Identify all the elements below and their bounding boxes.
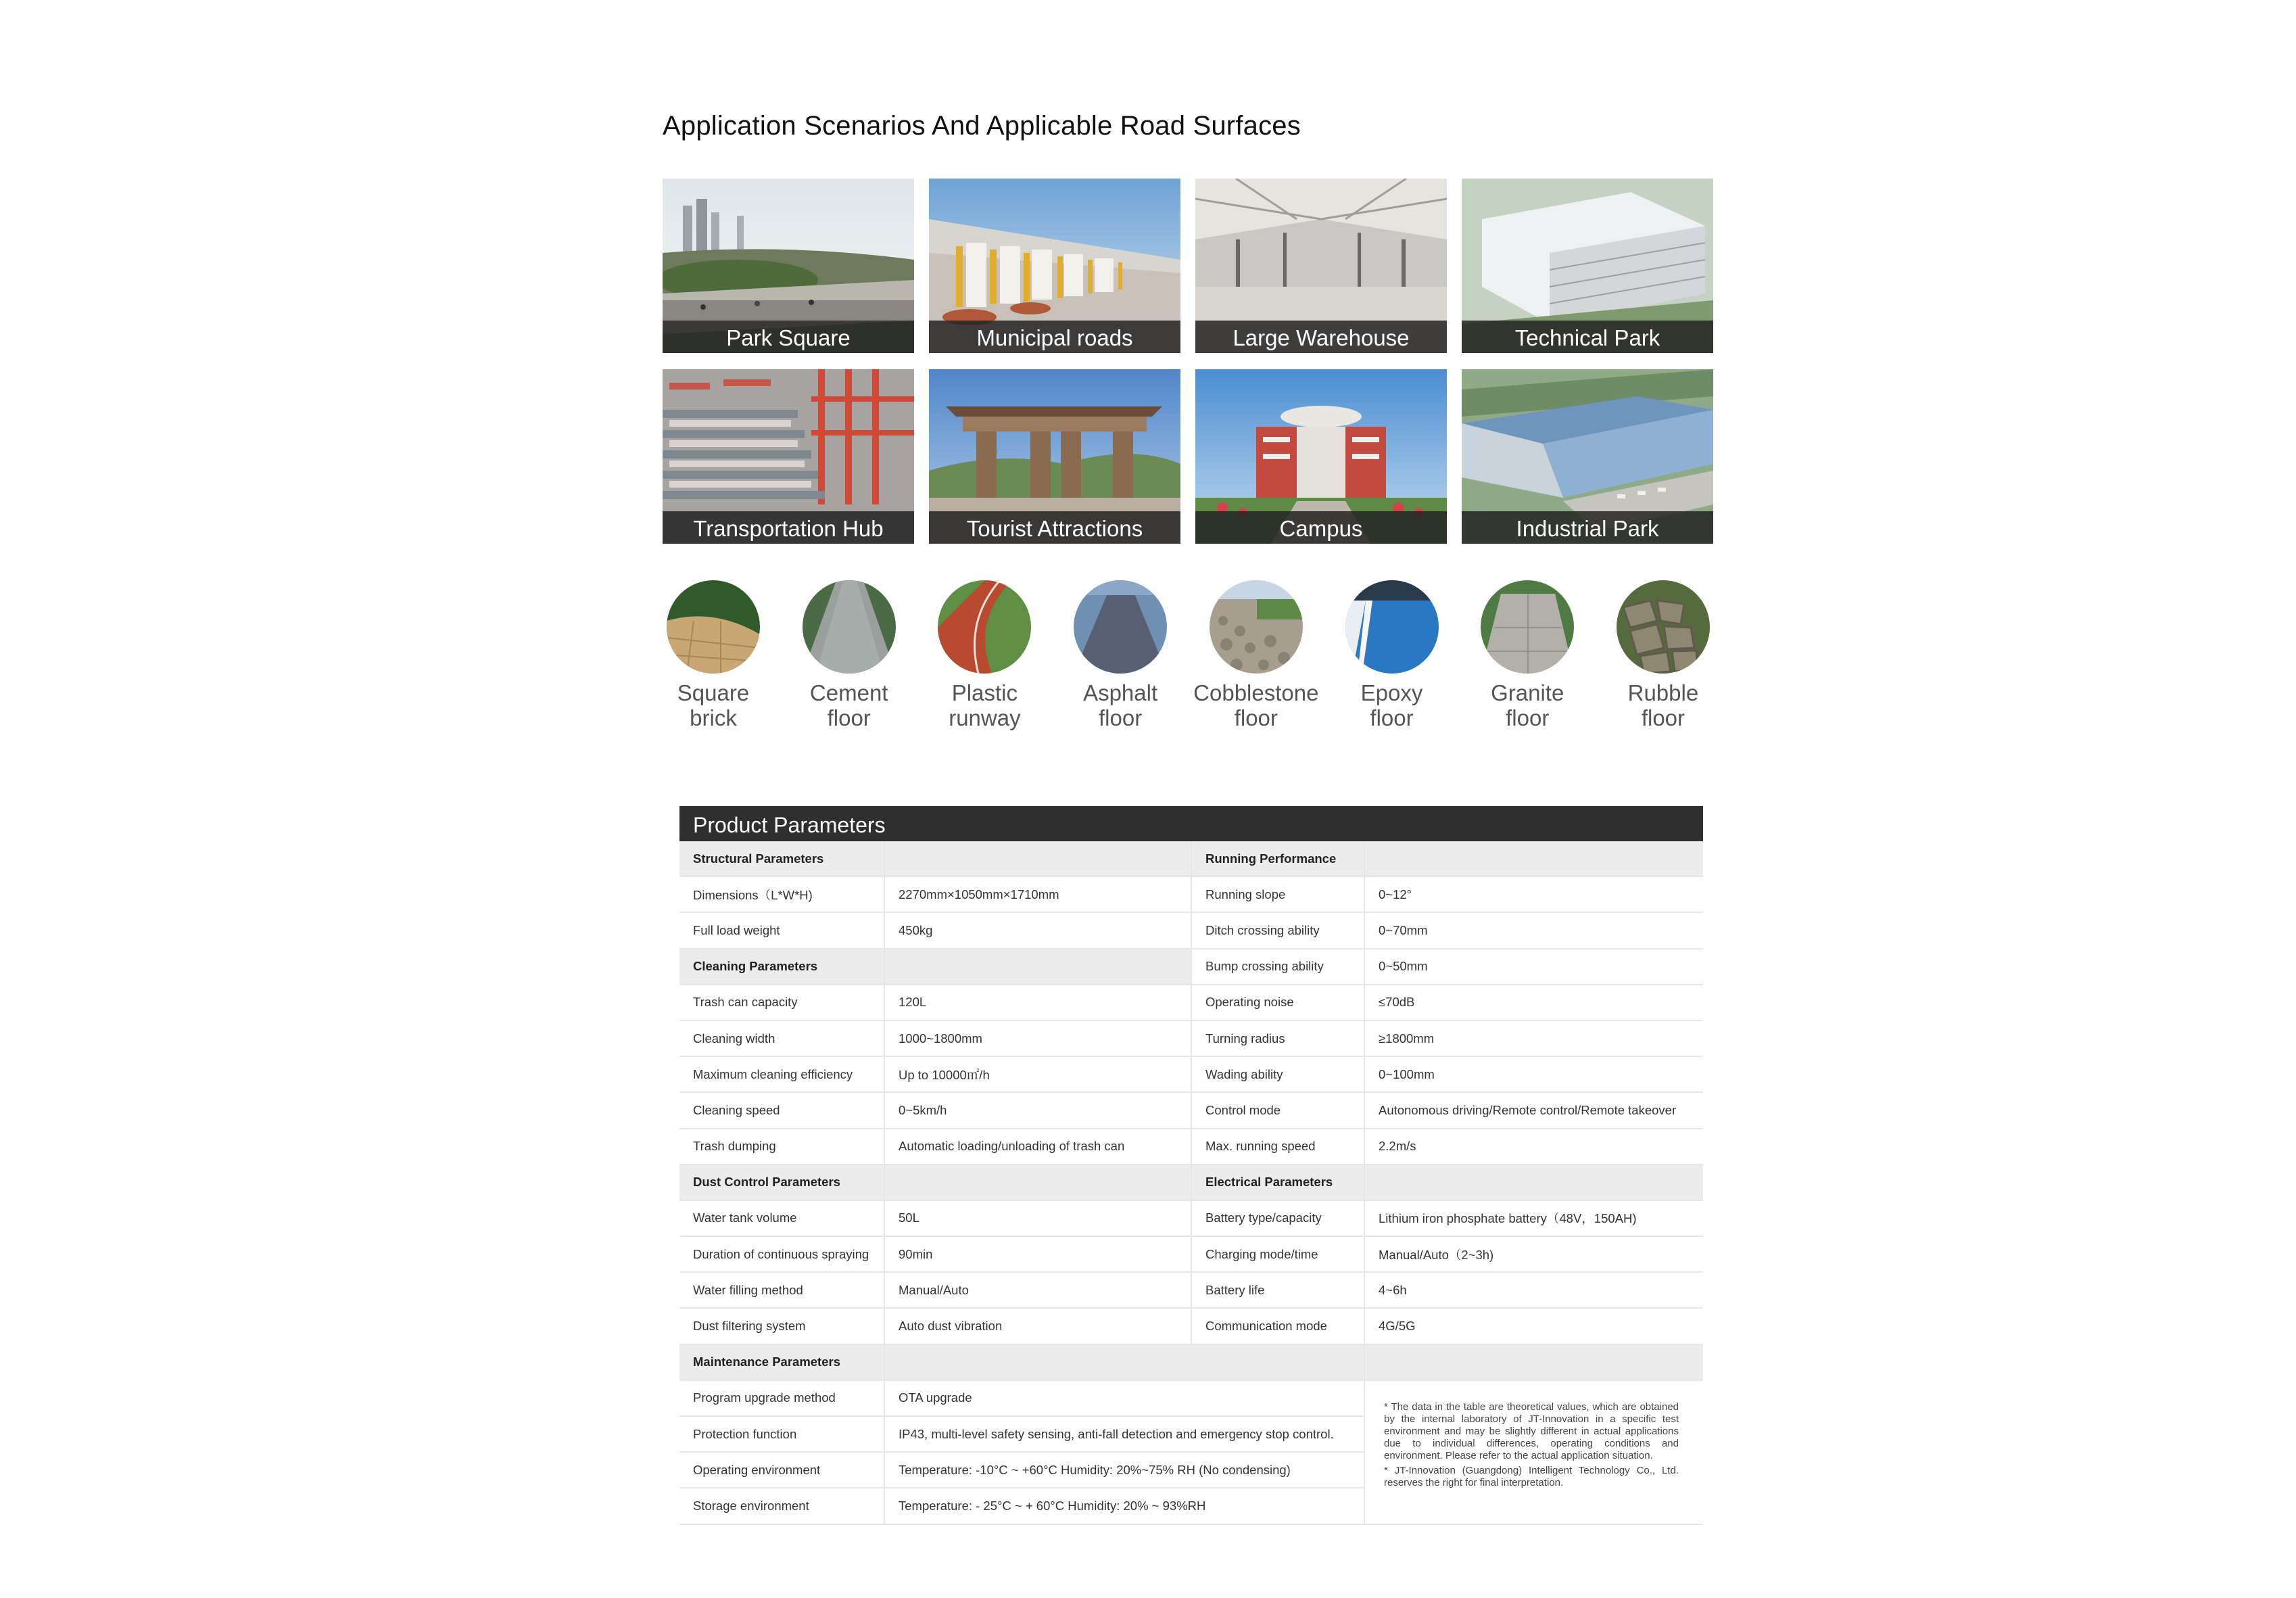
scenario-card-industrial-park bbox=[1462, 369, 1713, 544]
surface-plastic-runway bbox=[934, 580, 1035, 730]
section-title: Running Performance bbox=[1191, 841, 1364, 876]
surface-asphalt-floor bbox=[1070, 580, 1171, 730]
square-brick-swatch bbox=[667, 580, 760, 674]
scenario-card-municipal-roads bbox=[929, 179, 1180, 353]
param-label: Dimensions（L*W*H) bbox=[679, 876, 884, 912]
param-value: 4~6h bbox=[1364, 1272, 1703, 1308]
surface-label: Asphalt floor bbox=[1083, 680, 1158, 730]
param-label: Trash can capacity bbox=[679, 985, 884, 1020]
table-row bbox=[679, 1129, 1703, 1165]
param-value: 120L bbox=[884, 985, 1191, 1020]
param-label: Trash dumping bbox=[679, 1129, 884, 1165]
surface-rubble-floor bbox=[1612, 580, 1714, 730]
param-value: Automatic loading/unloading of trash can bbox=[884, 1129, 1191, 1165]
param-value: Temperature: -10°C ~ +60°C Humidity: 20%~75% RH (No condensing) bbox=[884, 1452, 1364, 1488]
param-label: Full load weight bbox=[679, 912, 884, 948]
page-title: Application Scenarios And Applicable Road Surfaces bbox=[663, 111, 1301, 141]
scenario-card-park-square bbox=[663, 179, 914, 353]
param-value: 50L bbox=[884, 1200, 1191, 1236]
param-label: Duration of continuous spraying bbox=[679, 1236, 884, 1272]
table-row bbox=[679, 1380, 1703, 1416]
section-title: Dust Control Parameters bbox=[679, 1165, 884, 1200]
param-label: Storage environment bbox=[679, 1488, 884, 1524]
param-label: Bump crossing ability bbox=[1191, 949, 1364, 985]
param-label: Wading ability bbox=[1191, 1056, 1364, 1092]
road-surfaces bbox=[663, 580, 1714, 730]
scenario-card-transportation-hub bbox=[663, 369, 914, 544]
param-label: Operating noise bbox=[1191, 985, 1364, 1020]
param-value: 4G/5G bbox=[1364, 1308, 1703, 1344]
param-label: Dust filtering system bbox=[679, 1308, 884, 1344]
surface-label: Epoxy floor bbox=[1360, 680, 1423, 730]
table-row bbox=[679, 1308, 1703, 1344]
table-row bbox=[679, 841, 1703, 876]
param-label: Battery life bbox=[1191, 1272, 1364, 1308]
param-value: Auto dust vibration bbox=[884, 1308, 1191, 1344]
param-value: 1000~1800mm bbox=[884, 1020, 1191, 1056]
param-value: Autonomous driving/Remote control/Remote takeover bbox=[1364, 1092, 1703, 1128]
param-label: Maximum cleaning efficiency bbox=[679, 1056, 884, 1092]
surface-label: Cobblestone floor bbox=[1193, 680, 1319, 730]
param-label: Control mode bbox=[1191, 1092, 1364, 1128]
table-row bbox=[679, 1200, 1703, 1236]
scenario-card-technical-park bbox=[1462, 179, 1713, 353]
param-value: 450kg bbox=[884, 912, 1191, 948]
scenario-caption: Tourist Attractions bbox=[929, 511, 1180, 544]
param-label: Protection function bbox=[679, 1416, 884, 1452]
table-row bbox=[679, 985, 1703, 1020]
param-value: Manual/Auto（2~3h) bbox=[1364, 1236, 1703, 1272]
param-value: 90min bbox=[884, 1236, 1191, 1272]
scenario-card-tourist-attractions bbox=[929, 369, 1180, 544]
param-value: 2270mm×1050mm×1710mm bbox=[884, 876, 1191, 912]
section-title: Maintenance Parameters bbox=[679, 1344, 884, 1380]
table-row bbox=[679, 876, 1703, 912]
param-value: 2.2m/s bbox=[1364, 1129, 1703, 1165]
scenario-caption: Campus bbox=[1195, 511, 1447, 544]
param-value: ≥1800mm bbox=[1364, 1020, 1703, 1056]
param-label: Turning radius bbox=[1191, 1020, 1364, 1056]
param-value: OTA upgrade bbox=[884, 1380, 1364, 1416]
param-label: Water filling method bbox=[679, 1272, 884, 1308]
param-label: Max. running speed bbox=[1191, 1129, 1364, 1165]
surface-label: Cement floor bbox=[809, 680, 888, 730]
scenario-card-large-warehouse bbox=[1195, 179, 1447, 353]
rubble-floor-swatch bbox=[1617, 580, 1710, 674]
surface-cobblestone-floor bbox=[1193, 580, 1319, 730]
scenario-caption: Large Warehouse bbox=[1195, 321, 1447, 353]
scenario-caption: Transportation Hub bbox=[663, 511, 914, 544]
epoxy-floor-swatch bbox=[1345, 580, 1439, 674]
param-label: Charging mode/time bbox=[1191, 1236, 1364, 1272]
footnote bbox=[1364, 1380, 1703, 1524]
table-row bbox=[679, 1092, 1703, 1128]
params-table bbox=[679, 841, 1703, 1525]
param-value: 0~100mm bbox=[1364, 1056, 1703, 1092]
table-row bbox=[679, 912, 1703, 948]
asphalt-floor-swatch bbox=[1074, 580, 1167, 674]
param-value: Up to 10000㎡/h bbox=[884, 1056, 1191, 1092]
scenario-caption: Technical Park bbox=[1462, 321, 1713, 353]
table-row bbox=[679, 949, 1703, 985]
product-parameters bbox=[679, 806, 1703, 1525]
param-label: Program upgrade method bbox=[679, 1380, 884, 1416]
surface-label: Granite floor bbox=[1491, 680, 1564, 730]
section-title: Structural Parameters bbox=[679, 841, 884, 876]
param-value: 0~50mm bbox=[1364, 949, 1703, 985]
surface-label: Plastic runway bbox=[949, 680, 1021, 730]
footnote-rights: * JT-Innovation (Guangdong) Intelligent Technology Co., Ltd. reserves the right for final interpretation. bbox=[1384, 1464, 1679, 1488]
param-value: 0~5km/h bbox=[884, 1092, 1191, 1128]
scenario-caption: Park Square bbox=[663, 321, 914, 353]
cobblestone-floor-swatch bbox=[1210, 580, 1303, 674]
param-label: Operating environment bbox=[679, 1452, 884, 1488]
surface-cement-floor bbox=[798, 580, 900, 730]
surface-label: Rubble floor bbox=[1627, 680, 1699, 730]
scenario-grid bbox=[663, 179, 1714, 544]
section-title: Cleaning Parameters bbox=[679, 949, 884, 985]
table-row bbox=[679, 1344, 1703, 1380]
param-value: 0~70mm bbox=[1364, 912, 1703, 948]
cement-floor-swatch bbox=[803, 580, 896, 674]
params-title: Product Parameters bbox=[679, 806, 1703, 841]
surface-label: Square brick bbox=[677, 680, 750, 730]
param-label: Water tank volume bbox=[679, 1200, 884, 1236]
param-label: Communication mode bbox=[1191, 1308, 1364, 1344]
scenario-card-campus bbox=[1195, 369, 1447, 544]
param-label: Battery type/capacity bbox=[1191, 1200, 1364, 1236]
param-value: Temperature: - 25°C ~ + 60°C Humidity: 20% ~ 93%RH bbox=[884, 1488, 1364, 1524]
table-row bbox=[679, 1165, 1703, 1200]
param-label: Running slope bbox=[1191, 876, 1364, 912]
param-value: IP43, multi-level safety sensing, anti-fall detection and emergency stop control. bbox=[884, 1416, 1364, 1452]
param-value: Manual/Auto bbox=[884, 1272, 1191, 1308]
param-label: Cleaning width bbox=[679, 1020, 884, 1056]
granite-floor-swatch bbox=[1481, 580, 1574, 674]
param-value: ≤70dB bbox=[1364, 985, 1703, 1020]
param-value: Lithium iron phosphate battery（48V，150AH) bbox=[1364, 1200, 1703, 1236]
plastic-runway-swatch bbox=[938, 580, 1031, 674]
surface-epoxy-floor bbox=[1341, 580, 1443, 730]
param-label: Cleaning speed bbox=[679, 1092, 884, 1128]
table-row bbox=[679, 1020, 1703, 1056]
scenario-caption: Industrial Park bbox=[1462, 511, 1713, 544]
footnote-disclaimer: * The data in the table are theoretical values, which are obtained by the internal laboratory of JT-Innovation in a specific test environment and may be slightly different in actual applications due to individual differences, operating conditions and environment. Please refer to the actual application situation. bbox=[1384, 1401, 1679, 1461]
surface-granite-floor bbox=[1477, 580, 1578, 730]
section-title: Electrical Parameters bbox=[1191, 1165, 1364, 1200]
table-row bbox=[679, 1056, 1703, 1092]
table-row bbox=[679, 1236, 1703, 1272]
param-value: 0~12° bbox=[1364, 876, 1703, 912]
table-row bbox=[679, 1272, 1703, 1308]
param-label: Ditch crossing ability bbox=[1191, 912, 1364, 948]
surface-square-brick bbox=[663, 580, 764, 730]
scenario-caption: Municipal roads bbox=[929, 321, 1180, 353]
